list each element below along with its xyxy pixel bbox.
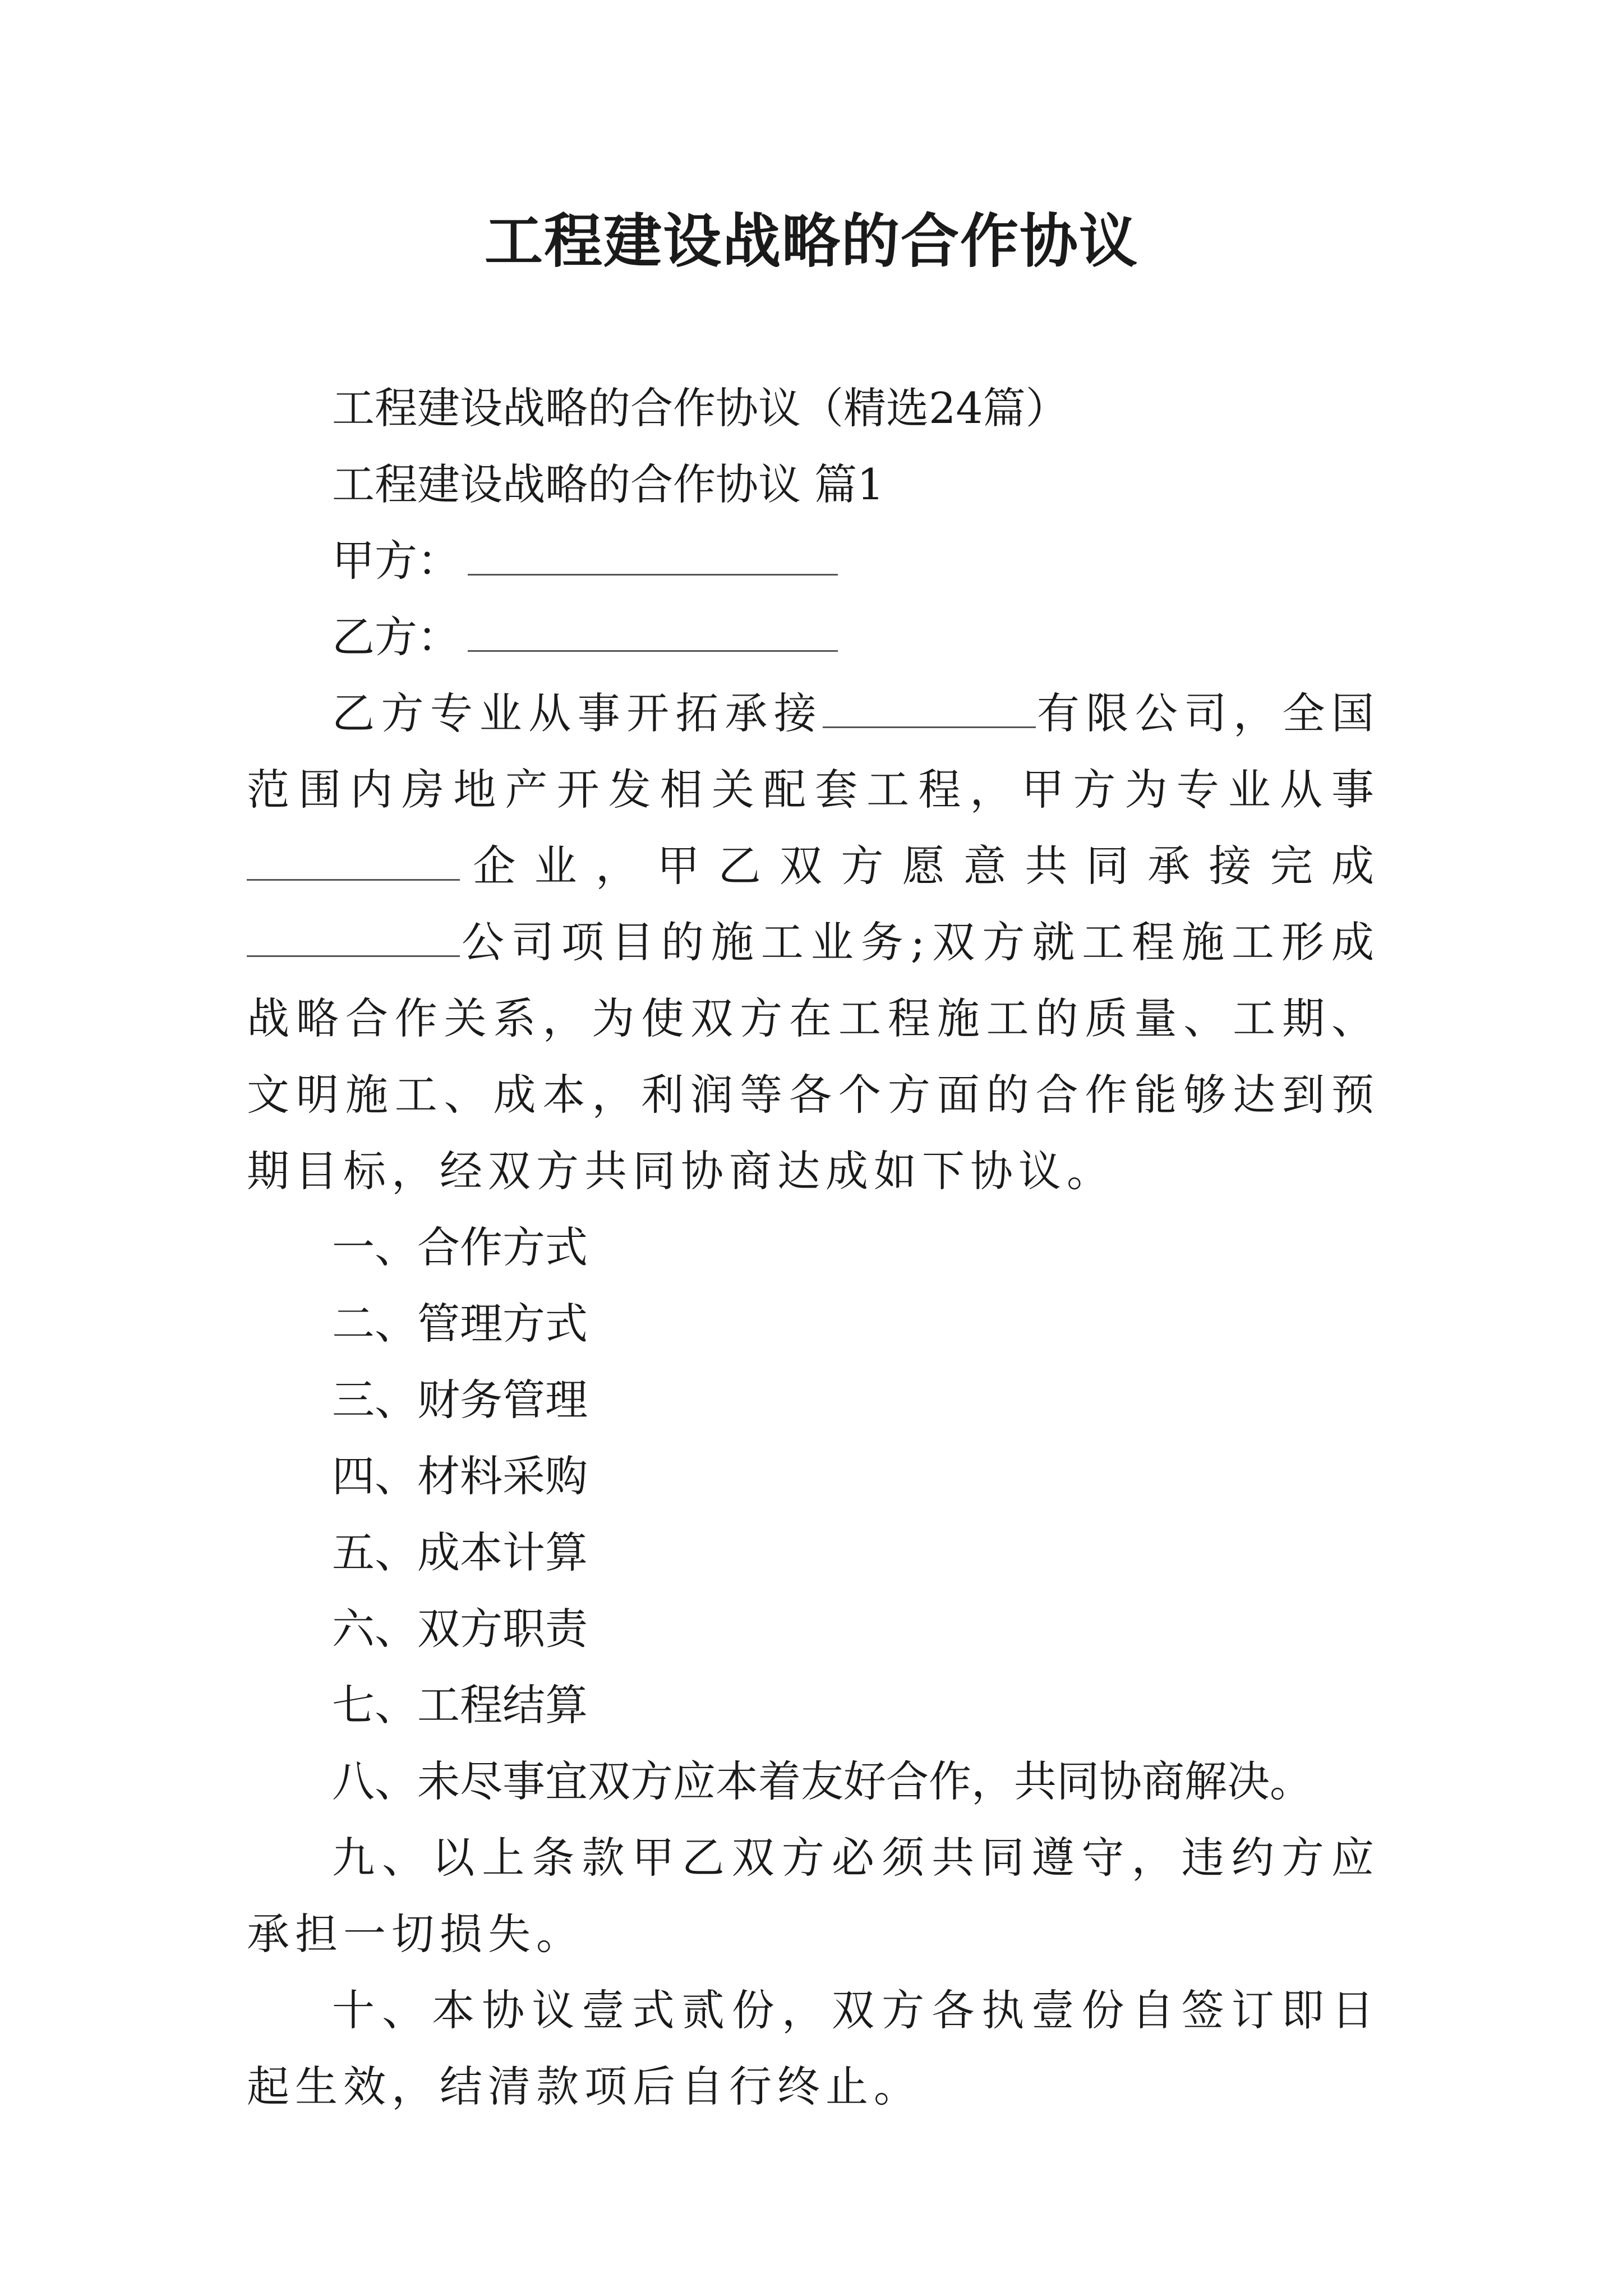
intro-blank-3 (247, 922, 460, 957)
clause-item: 八、未尽事宜双方应本着友好合作，共同协商解决。 (332, 1756, 1312, 1806)
party-b-blank (468, 616, 838, 652)
party-a-line (247, 523, 1380, 599)
intro-blank-2 (247, 845, 460, 881)
intro-paragraph (247, 675, 1380, 1209)
document-title: 工程建设战略的合作协议 (484, 206, 1138, 275)
clause-nine: 九、以上条款甲乙双方必须共同遵守，违约方应承担一切损失。 (247, 1833, 1380, 1959)
clause-item: 二、管理方式 (332, 1299, 588, 1349)
clause-ten: 十、本协议壹式贰份，双方各执壹份自签订即日起生效，结清款项后自行终止。 (247, 1985, 1380, 2111)
document-subtitle: 工程建设战略的合作协议（精选24篇） (332, 383, 1068, 433)
section-heading: 工程建设战略的合作协议 篇1 (332, 459, 884, 509)
party-a-label: 甲方： (332, 536, 460, 586)
clause-item: 三、财务管理 (332, 1375, 588, 1425)
intro-text-1: 乙方专业从事开拓承接 (332, 688, 823, 738)
clause-item: 七、工程结算 (332, 1680, 588, 1730)
party-b-line (247, 599, 1380, 675)
intro-text-2: 有限公司，全国范围内房地产开发相关配套工程，甲方为专业从事 (247, 688, 1380, 815)
clause-item: 六、双方职责 (332, 1604, 588, 1654)
party-a-blank (468, 540, 838, 576)
intro-blank-1 (823, 693, 1036, 728)
clause-item: 四、材料采购 (332, 1451, 588, 1501)
clause-item: 五、成本计算 (332, 1527, 588, 1577)
intro-text-4: 公司项目的施工业务;双方就工程施工形成战略合作关系，为使双方在工程施工的质量、工期、文明施工、成本，利润等各个方面的合作能够达到预期目标，经双方共同协商达成如下协议。 (247, 917, 1380, 1196)
party-b-label: 乙方： (332, 612, 460, 662)
clause-item: 一、合作方式 (332, 1222, 588, 1272)
intro-text-3: 企业，甲乙双方愿意共同承接完成 (460, 841, 1380, 891)
document-body (247, 370, 1380, 2125)
